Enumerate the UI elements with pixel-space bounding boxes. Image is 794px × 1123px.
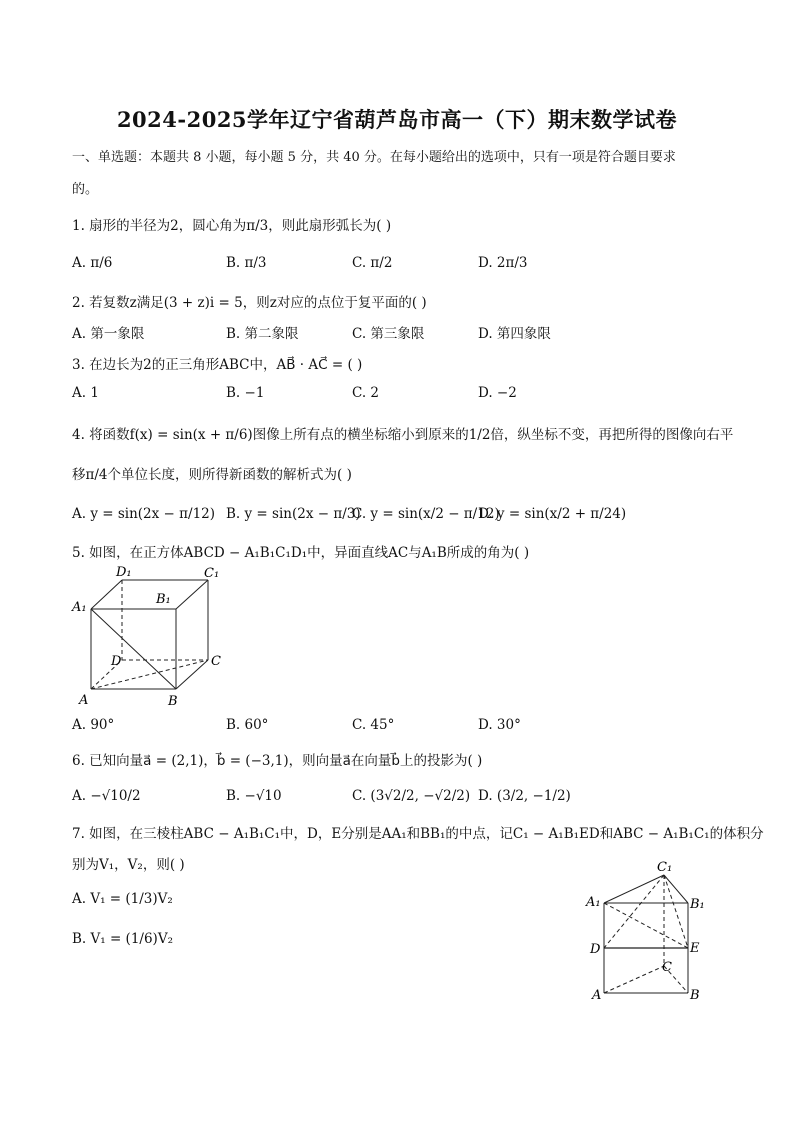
- section-instructions-line-1: 一、单选题：本题共 8 小题，每小题 5 分，共 40 分。在每小题给出的选项中，只有一项是符合题目要求: [72, 150, 676, 165]
- question-4-stem-line-2: 移π/4个单位长度，则所得新函数的解析式为( ): [72, 467, 352, 483]
- label-c1: C₁: [204, 566, 220, 581]
- label-a1: A₁: [586, 895, 601, 910]
- question-5-option-d: D. 30°: [478, 717, 521, 733]
- label-e: E: [690, 941, 700, 956]
- question-2-option-a: A. 第一象限: [72, 326, 145, 342]
- question-6-option-b: B. −√10: [226, 788, 282, 804]
- segment-c1-d: [604, 875, 664, 948]
- question-3-option-b: B. −1: [226, 385, 265, 401]
- question-1-option-d: D. 2π/3: [478, 255, 528, 271]
- question-7-option-a: A. V₁ = (1/3)V₂: [72, 891, 173, 907]
- question-7-stem-line-2: 别为V₁，V₂，则( ): [72, 857, 185, 873]
- label-c1: C₁: [657, 860, 673, 875]
- label-b: B: [690, 988, 700, 1003]
- question-3-option-d: D. −2: [478, 385, 517, 401]
- question-6-option-a: A. −√10/2: [72, 788, 141, 804]
- section-instructions-line-2: 的。: [72, 182, 99, 197]
- label-b1: B₁: [690, 897, 705, 912]
- question-5-option-a: A. 90°: [72, 717, 115, 733]
- question-2-option-d: D. 第四象限: [478, 326, 551, 342]
- edge-b-c: [176, 660, 208, 689]
- label-a: A: [592, 988, 602, 1003]
- question-7-option-b: B. V₁ = (1/6)V₂: [72, 931, 173, 947]
- question-2-stem: 2. 若复数z满足(3 + z)i = 5，则z对应的点位于复平面的( ): [72, 295, 427, 311]
- question-6-option-c: C. (3√2/2, −√2/2): [352, 788, 471, 804]
- question-1-option-c: C. π/2: [352, 255, 393, 271]
- question-2-option-c: C. 第三象限: [352, 326, 425, 342]
- question-5-option-b: B. 60°: [226, 717, 269, 733]
- label-d: D: [111, 654, 122, 669]
- label-c: C: [211, 654, 221, 669]
- label-a1: A₁: [72, 600, 87, 615]
- question-3-option-c: C. 2: [352, 385, 380, 401]
- label-d: D: [590, 942, 601, 957]
- question-5-stem: 5. 如图，在正方体ABCD − A₁B₁C₁D₁中，异面直线AC与A₁B所成的角为( ): [72, 545, 530, 561]
- question-4-stem-line-1: 4. 将函数f(x) = sin(x + π/6)图像上所有点的横坐标缩小到原来的1/2倍，纵坐标不变，再把所得的图像向右平: [72, 427, 734, 443]
- label-a: A: [79, 693, 89, 708]
- question-4-option-a: A. y = sin(2x − π/12): [72, 506, 216, 522]
- question-2-option-b: B. 第二象限: [226, 326, 299, 342]
- question-1-stem: 1. 扇形的半径为2，圆心角为π/3，则此扇形弧长为( ): [72, 218, 392, 234]
- question-1-option-b: B. π/3: [226, 255, 267, 271]
- edge-d1-a1: [91, 580, 122, 609]
- edge-a-c: [604, 966, 664, 993]
- question-4-option-c: C. y = sin(x/2 − π/12): [352, 506, 500, 522]
- question-7-stem-line-1: 7. 如图，在三棱柱ABC − A₁B₁C₁中，D，E分别是AA₁和BB₁的中点，记C₁ − A₁B₁ED和ABC − A₁B₁C₁的体积分: [72, 826, 764, 842]
- cube-figure: [70, 563, 230, 708]
- question-3-option-a: A. 1: [72, 385, 99, 401]
- edge-a1-c1: [604, 875, 664, 903]
- label-d1: D₁: [116, 565, 132, 580]
- prism-figure: [582, 858, 712, 1008]
- question-5-option-c: C. 45°: [352, 717, 395, 733]
- label-b: B: [168, 694, 178, 708]
- question-4-option-b: B. y = sin(2x − π/3): [226, 506, 361, 522]
- question-6-option-d: D. (3/2, −1/2): [478, 788, 571, 804]
- question-6-stem: 6. 已知向量a⃗ = (2,1)，b⃗ = (−3,1)，则向量a⃗在向量b⃗上的投影为( ): [72, 753, 483, 769]
- exam-title: 2024-2025学年辽宁省葫芦岛市高一（下）期末数学试卷: [116, 107, 678, 132]
- edge-c1-b1: [664, 875, 688, 903]
- question-1-option-a: A. π/6: [72, 255, 113, 271]
- edge-c1-b1: [176, 580, 208, 609]
- question-3-stem: 3. 在边长为2的正三角形ABC中，AB⃗ · AC⃗ = ( ): [72, 357, 363, 373]
- question-4-option-d: D. y = sin(x/2 + π/24): [478, 506, 627, 522]
- label-b1: B₁: [156, 592, 171, 607]
- label-c: C: [662, 960, 672, 975]
